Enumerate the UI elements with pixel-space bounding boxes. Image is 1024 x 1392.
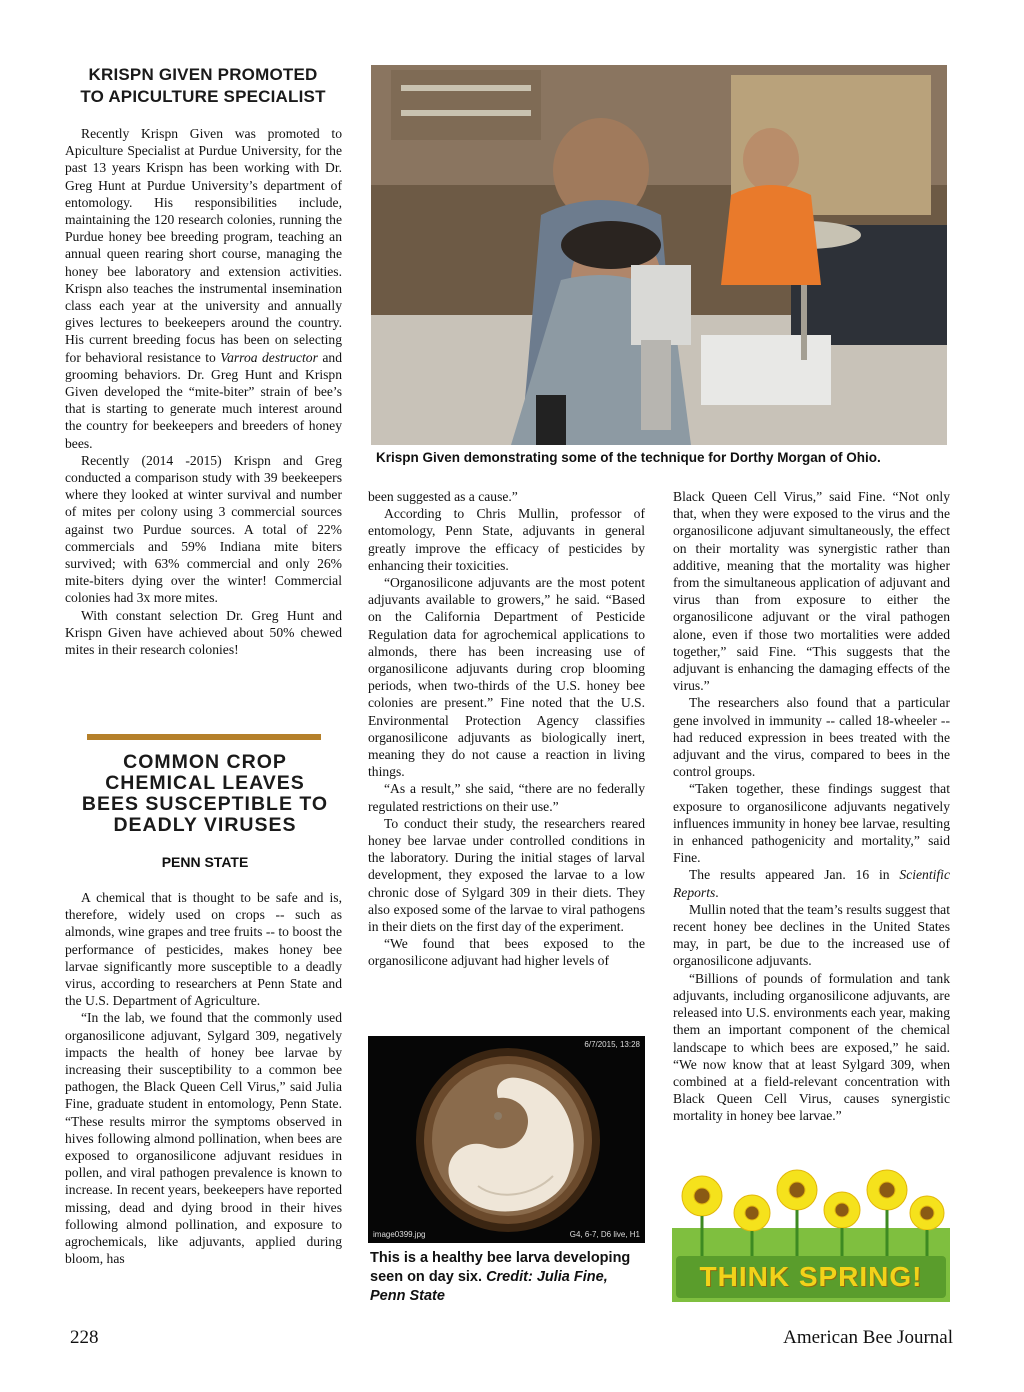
larva-photo <box>368 1036 645 1243</box>
article2-title-line1: COMMON CROP <box>123 751 287 773</box>
article2-paragraph: “Billions of pounds of formulation and tank adjuvants, including organosilicone adjuvants, are released into U.S. environments each year, making them an important component of the chemical landscape to which bees are exposed,” he said. “We now know that at least Sylgard 309, when combined at a field-relevant concentration with Black Queen Cell Virus, causes synergistic mortality in honey bee larvae.” <box>673 970 950 1124</box>
text-span: . <box>715 884 719 900</box>
section-divider <box>87 734 321 740</box>
photo-timestamp: 6/7/2015, 13:28 <box>584 1040 640 1049</box>
text-span: Recently Krispn Given was promoted to Apiculture Specialist at Purdue University, for the past 13 years Krispn has been working with Dr. Greg Hunt at Purdue University’s department of entomology. His responsibilities include, maintaining the 120 research colonies, running the Purdue honey bee breeding program, teaching an annual queen rearing short course, managing the honey bee laboratory and extension activities. Krispn also teaches the instrumental insemination class each year at the university and annually gives lectures to beekeepers around the country. His current breeding focus has been on selecting for behavioral resistance to <box>65 126 342 365</box>
lab-photo-caption: Krispn Given demonstrating some of the technique for Dorthy Morgan of Ohio. <box>376 450 881 465</box>
text-span: The results appeared Jan. 16 in <box>689 867 900 883</box>
page-number: 228 <box>70 1327 99 1348</box>
article2-title-line2: CHEMICAL LEAVES <box>105 772 305 794</box>
article1-body <box>65 125 342 658</box>
photo-sample-label: G4, 6-7, D6 live, H1 <box>569 1230 640 1239</box>
article2-paragraph: Mullin noted that the team’s results suggest that recent honey bee declines in the United States may, in part, be due to the increased use of organosilicone adjuvants. <box>673 901 950 969</box>
article2-column3 <box>673 488 950 1125</box>
text-span: and grooming behaviors. Dr. Greg Hunt and Krispn Given developed the “mite-biter” strain of bee’s that is starting to generate much interest around the country for beekeepers and breeders of honey bees. <box>65 349 343 451</box>
larva-illustration <box>368 1036 645 1243</box>
italic-span: Scientific Reports <box>673 867 950 900</box>
article1-title-line2: TO APICULTURE SPECIALIST <box>80 87 326 106</box>
article2-paragraph: To conduct their study, the researchers reared honey bee larvae under controlled conditions in the laboratory. During the initial stages of larval development, they exposed the larvae to a low chronic dose of Sylgard 309 in their diets. They also exposed some of the larvae to viral pathogens in their diets on the first day of the experiment. <box>368 815 645 935</box>
photo-filename: image0399.jpg <box>373 1230 426 1239</box>
italic-span: Varroa destructor <box>220 349 318 365</box>
lab-photo-illustration <box>371 65 947 445</box>
larva-photo-caption <box>370 1249 647 1306</box>
article2-paragraph: “As a result,” she said, “there are no federally regulated restrictions on their use.” <box>368 781 645 814</box>
article2-paragraph: “Organosilicone adjuvants are the most potent adjuvants available to growers,” he said. “Based on the California Department of Pesticide Regulation data for agrochemical applications to almonds, there has been increasing use of organosilicone adjuvants during crop blooming periods, when two-thirds of the U.S. honey bee colonies are present.” Fine noted that the U.S. Environmental Protection Agency classifies organosilicone adjuvants as biologically inert, meaning they do not cause a reaction in living things. <box>368 575 645 780</box>
article2-paragraph: “In the lab, we found that the commonly used organosilicone adjuvant, Sylgard 309, negatively impacts the health of honey bee larvae by increasing their susceptibility to a common bee pathogen, the Black Queen Cell Virus,” said Julia Fine, graduate student in entomology, Penn State. “These results mirror the symptoms observed in hives following almond pollination, when bees are exposed to organosilicone adjuvant residues in pollen, and viral pathogen prevalence is known to increase. In recent years, beekeepers have reported missing, dead and dying brood in their hives following almond pollination, and exposure to agrochemicals, like adjuvants, applied during bloom, has <box>65 1010 342 1267</box>
article1-paragraph: With constant selection Dr. Greg Hunt and Krispn Given have achieved about 50% chewed mites in their research colonies! <box>65 607 342 658</box>
caption-credit: Credit: Julia Fine, Penn State <box>370 1269 608 1304</box>
article2-title-line4: DEADLY VIRUSES <box>113 814 297 836</box>
article2-paragraph <box>673 866 950 900</box>
article2-byline: PENN STATE <box>161 854 249 870</box>
article2-paragraph: “We found that bees exposed to the organosilicone adjuvant had higher levels of <box>368 936 645 969</box>
article2-paragraph: “Taken together, these findings suggest that exposure to organosilicone adjuvants negatively influences immunity in honey bee larvae, resulting in enhanced pathogenicity and mortality,” said Fine. <box>673 781 950 866</box>
article2-paragraph: The researchers also found that a particular gene involved in immunity -- called 18-wheeler -- had reduced expression in bees treated with the adjuvant and the virus, compared to bees in the control groups. <box>673 695 950 780</box>
think-spring-graphic <box>672 1168 950 1302</box>
article1-title <box>62 64 344 108</box>
article2-paragraph: been suggested as a cause.” <box>368 489 518 504</box>
article2-paragraph: Black Queen Cell Virus,” said Fine. “Not only that, when they were exposed to the virus and the organosilicone adjuvant simultaneously, the effect on their mortality was synergistic rather than additive, meaning that the mortality was higher from the simultaneous application of adjuvant and virus than from exposure to either the organosilicone adjuvant or the viral pathogen alone, even if those two mortalities were added together,” said Fine. “This suggests that the adjuvant is enhancing the damaging effects of the virus.” <box>673 489 950 694</box>
article1-title-line1: KRISPN GIVEN PROMOTED <box>88 65 318 84</box>
article1-paragraph <box>65 125 342 452</box>
article2-paragraph: According to Chris Mullin, professor of entomology, Penn State, adjuvants in general greatly improve the efficacy of pesticides by enhancing their toxicities. <box>368 506 645 573</box>
caption-text: This is a healthy bee larva developing seen on day six. <box>370 1250 631 1285</box>
journal-name: American Bee Journal <box>783 1327 953 1348</box>
think-spring-text: THINK SPRING! <box>699 1261 923 1292</box>
article1-paragraph: Recently (2014 -2015) Krispn and Greg conducted a comparison study with 39 beekeepers where they looked at winter survival and number of mites per colony using 3 commercial sources against two Purdue sources. A total of 22% commercials and 59% Indiana mite biters survived; with 63% commercial and only 26% mite-biters dying over the winter! Commercial colonies had 3x more mites. <box>65 452 342 606</box>
article2-column2 <box>368 488 645 970</box>
article2-paragraph: A chemical that is thought to be safe and is, therefore, widely used on crops -- such as almonds, wine grapes and tree fruits -- to boost the performance of pesticides, makes honey bee larvae significantly more susceptible to a deadly virus, according to researchers at Penn State and the U.S. Department of Agriculture. <box>65 890 342 1009</box>
article2-title-line3: BEES SUSCEPTIBLE TO <box>81 793 329 815</box>
article2-title <box>62 752 348 836</box>
lab-photo <box>371 65 947 445</box>
article2-column1 <box>65 889 342 1267</box>
